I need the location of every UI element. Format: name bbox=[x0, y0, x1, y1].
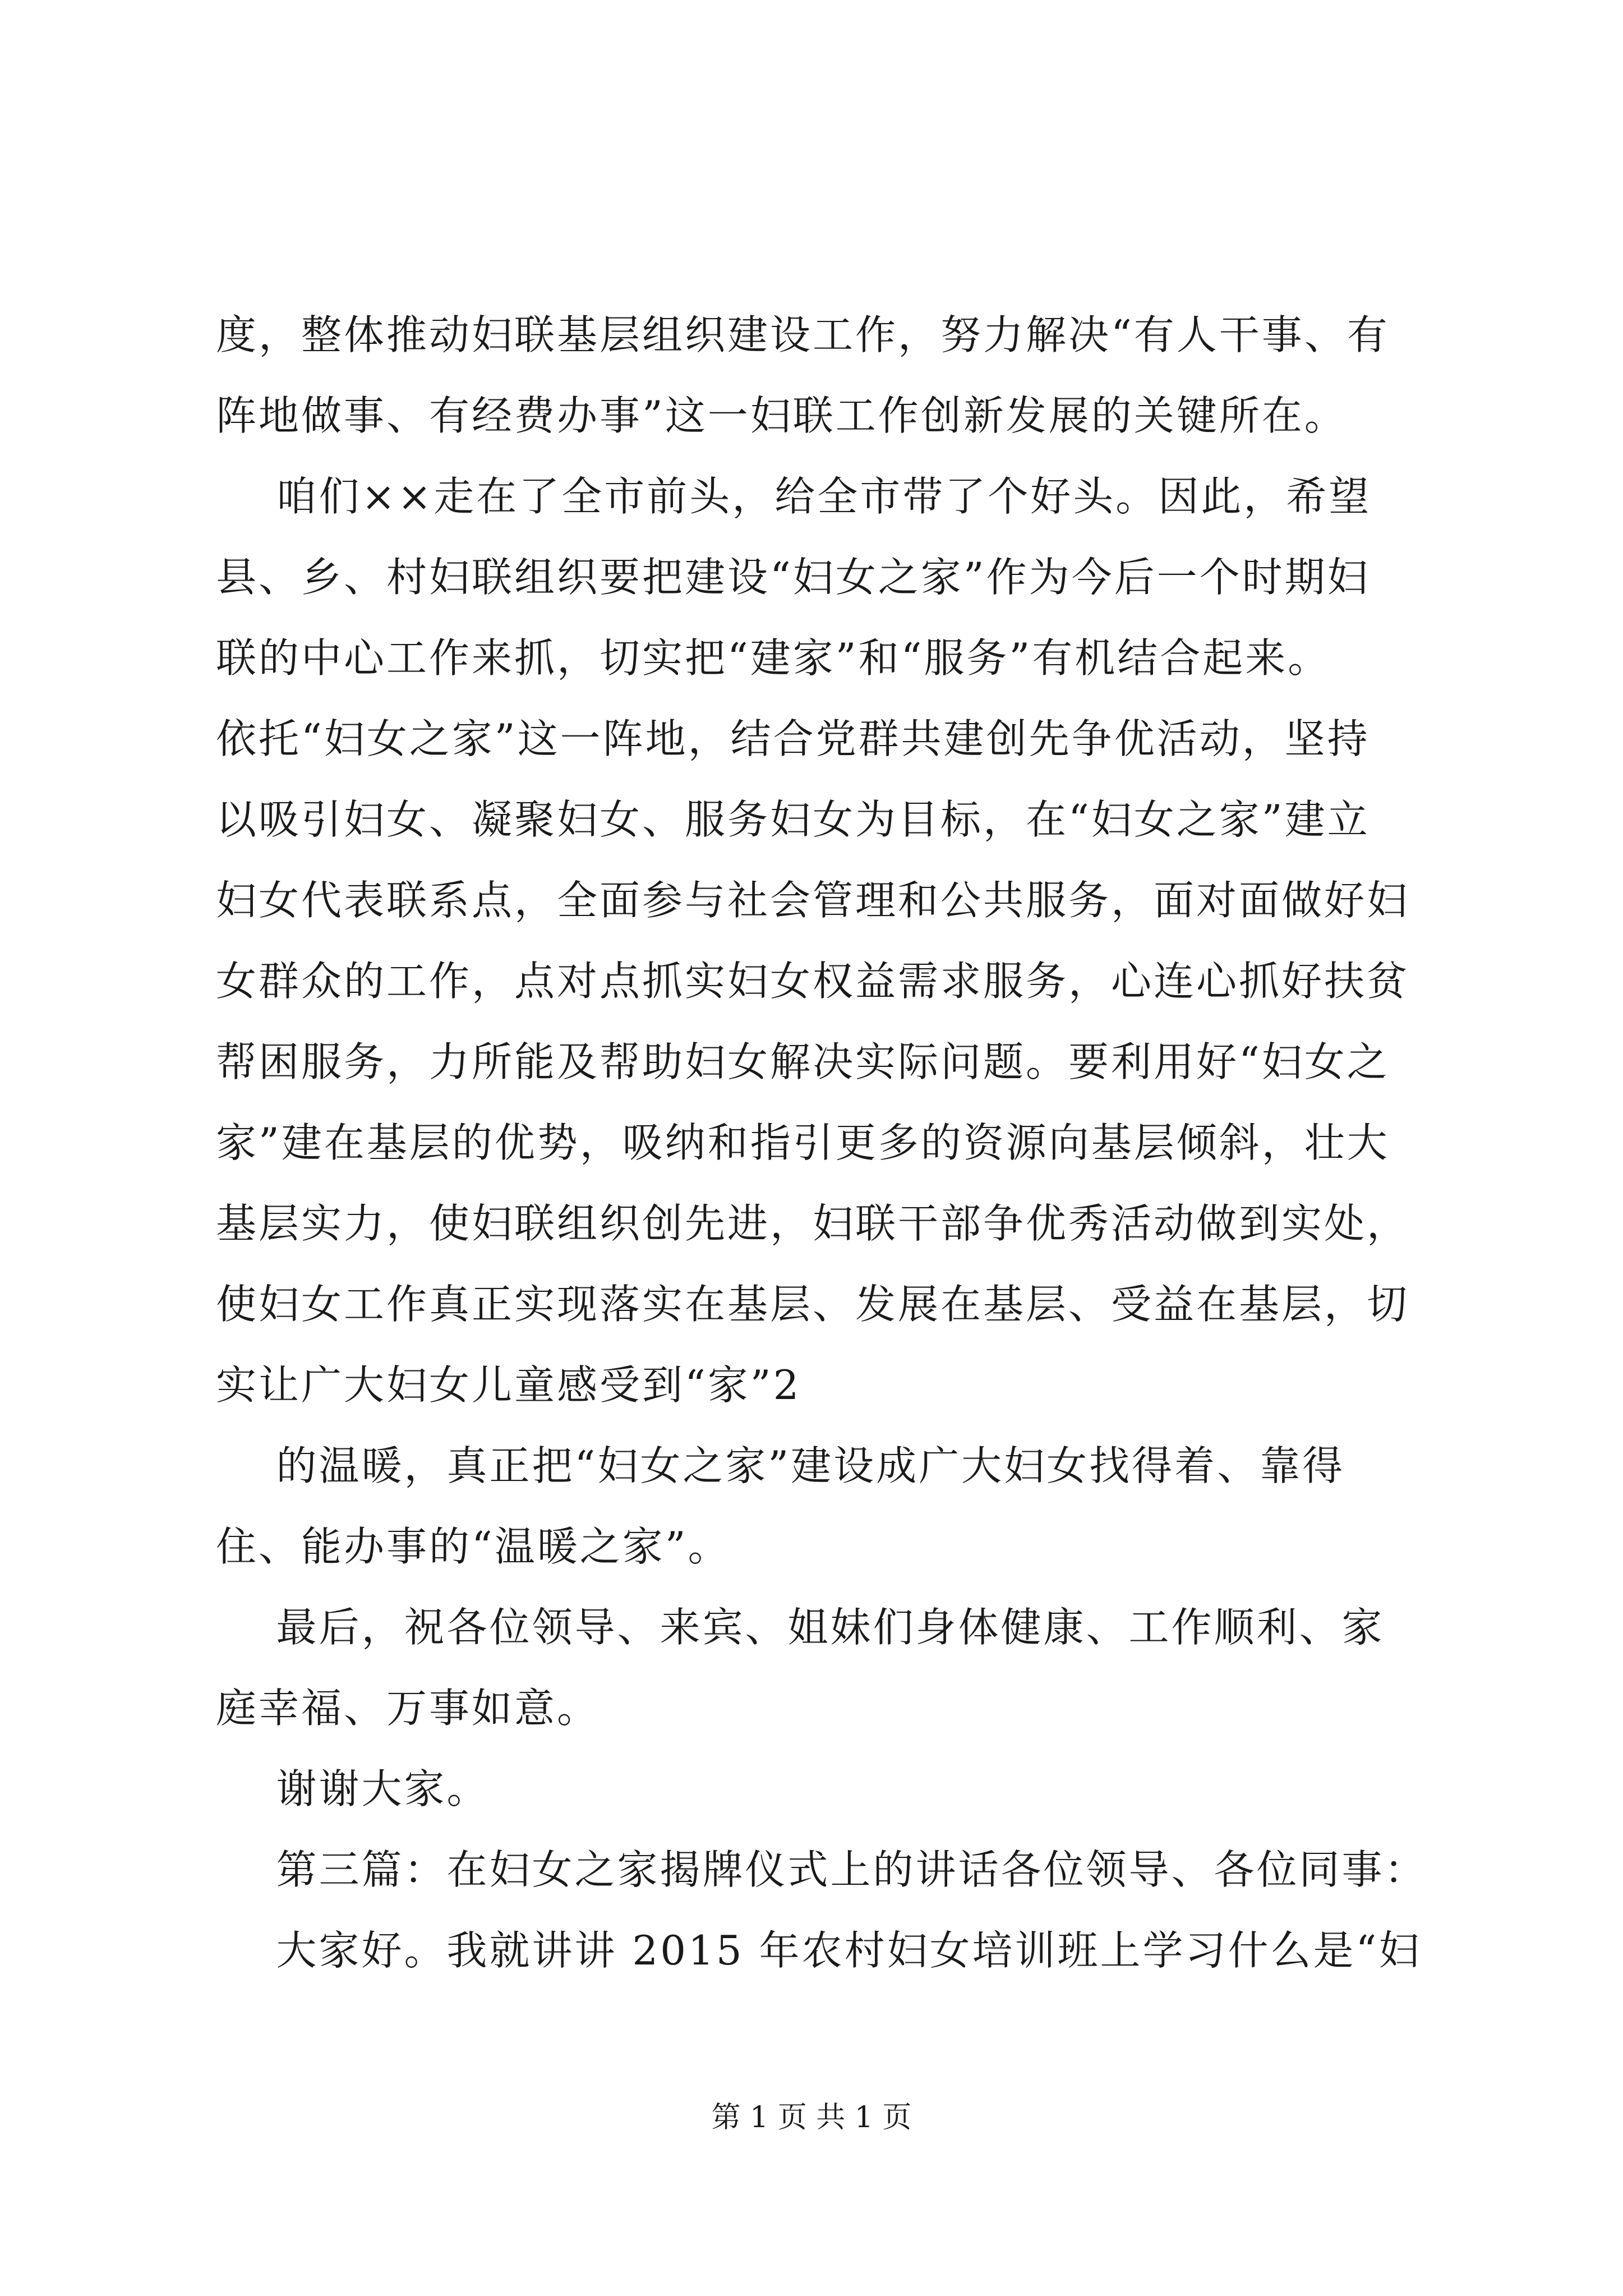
text-line: 帮困服务，力所能及帮助妇女解决实际问题。要利用好“妇女之 bbox=[216, 1038, 1390, 1085]
text-line: 联的中心工作来抓，切实把“建家”和“服务”有机结合起来。 bbox=[216, 634, 1331, 682]
text-line: 第三篇：在妇女之家揭牌仪式上的讲话各位领导、各位同事： bbox=[216, 1846, 1427, 1893]
text-line: 以吸引妇女、凝聚妇女、服务妇女为目标，在“妇女之家”建立 bbox=[216, 796, 1370, 843]
text-line: 妇女代表联系点，全面参与社会管理和公共服务，面对面做好妇 bbox=[216, 877, 1410, 924]
text-line: 使妇女工作真正实现落实在基层、发展在基层、受益在基层，切 bbox=[216, 1281, 1410, 1328]
text-line: 县、乡、村妇联组织要把建设“妇女之家”作为今后一个时期妇 bbox=[216, 554, 1370, 601]
text-line: 住、能办事的“温暖之家”。 bbox=[216, 1523, 731, 1570]
text-line: 实让广大妇女儿童感受到“家”2 bbox=[216, 1361, 801, 1409]
text-line: 基层实力，使妇联组织创先进，妇联干部争优秀活动做到实处， bbox=[216, 1200, 1410, 1247]
text-line: 谢谢大家。 bbox=[216, 1765, 490, 1812]
text-line: 女群众的工作，点对点抓实妇女权益需求服务，心连心抓好扶贫 bbox=[216, 958, 1410, 1005]
text-line: 家”建在基层的优势，吸纳和指引更多的资源向基层倾斜，壮大 bbox=[216, 1119, 1390, 1166]
text-line: 阵地做事、有经费办事”这一妇联工作创新发展的关键所在。 bbox=[216, 392, 1347, 439]
page-footer: 第 1 页 共 1 页 bbox=[711, 2101, 912, 2134]
text-line: 依托“妇女之家”这一阵地，结合党群共建创先争优活动，坚持 bbox=[216, 715, 1370, 762]
text-line: 的温暖，真正把“妇女之家”建设成广大妇女找得着、靠得 bbox=[216, 1442, 1345, 1489]
text-line: 度，整体推动妇联基层组织建设工作，努力解决“有人干事、有 bbox=[216, 311, 1390, 358]
body-text bbox=[216, 295, 1427, 1991]
text-line: 咱们××走在了全市前头，给全市带了个好头。因此，希望 bbox=[216, 473, 1372, 520]
text-line: 最后，祝各位领导、来宾、姐妹们身体健康、工作顺利、家 bbox=[216, 1604, 1385, 1651]
text-line: 庭幸福、万事如意。 bbox=[216, 1685, 600, 1732]
text-line: 大家好。我就讲讲 2015 年农村妇女培训班上学习什么是“妇 bbox=[216, 1927, 1422, 1974]
